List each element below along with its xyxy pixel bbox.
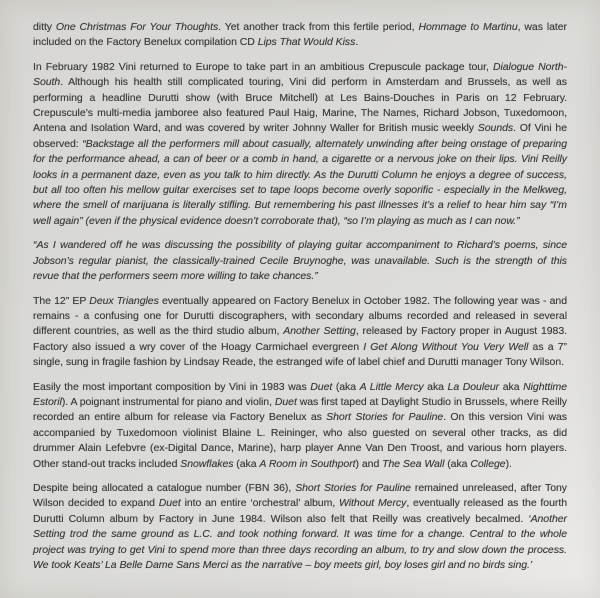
text-run: into an entire ‘orchestral’ album, [180,497,339,510]
italic-text-run: One Christmas For Your Thoughts [55,21,219,33]
paragraph [33,238,567,284]
text-run: aka [423,380,448,393]
text-run: Despite being allocated a catalogue number (FBN 36), [33,481,296,494]
text-run: . Although his health still complicated touring, Vini did perform in Amsterdam and Brussels, as well as performing a headline Durutti show (with Bruce Mitchell) at Les Bains-Douches in Paris on 12 February. Crepuscule’s multi-media jamboree also featured Paul Haig, Marine, The Names, Richard Jobson, Tuxedomoon, Antena and Isolation Ward, and was covered by writer Johnny Waller for British music weekly [33,76,567,135]
text-run: ) and [355,457,383,470]
italic-text-run: Snowflakes [180,457,234,470]
italic-text-run: Dialogue North-South [33,60,567,89]
text-run: ). [505,457,512,470]
text-run: , eventually released as the fourth Durutti Column album by Factory in June 1984. Wilson also felt that Reilly was creatively becalmed. [33,497,567,525]
italic-text-run: “As I wandered off he was discussing the possibility of playing guitar accompaniment to Richard’s poems, since Jobson’s regular pianist, the classically-trained Cecile Bruynoghe, was unavailable. Such is the strength of this revue that the performers seem more willing to take chances.” [33,239,567,283]
italic-text-run: Lips That Would Kiss [257,36,356,49]
text-run: (aka [332,380,360,393]
italic-text-run: ‘Another Setting trod the same ground as L.C. and took nothing forward. It was time for a change. Central to the whole project was trying to get Vini to spend more than three days recording an album, to try and slow down the process. We took Keats’ La Belle Dame Sans Merci as the narrative – boy meets girl, boy loses girl and no birds sing.’ [33,512,567,571]
italic-text-run: A Room in Southport [259,457,356,470]
text-run: . Yet another track from this fertile period, [218,21,419,33]
text-run: eventually appeared on Factory Benelux in October 1982. The following year was - and remains - a confusing one for Durutti discographers, with secondary albums recorded and released in several different countries, as well as the third studio album, [33,294,567,338]
italic-text-run: I Get Along Without You Very Well [363,340,529,353]
italic-text-run: Duet [310,380,333,393]
text-run: , released by Factory proper in August 1983. Factory also issued a wry cover of the Hoagy Carmichael evergreen [33,325,568,353]
text-run: remained unreleased, after Tony Wilson decided to expand [33,481,568,510]
text-run: . [355,36,359,49]
paragraph [33,20,567,51]
italic-text-run: Nighttime Estoril [33,380,567,408]
italic-text-run: Sounds [477,122,514,135]
paragraph [33,380,567,472]
italic-text-run: “Backstage all the performers mill about casually, alternately unwinding after being onstage of preparing for the performance ahead, a can of beer or a comb in hand, a cigarette or a nervous joke on their lips. Vini Reilly looks in a permanent daze, even as you talk to him directly. As the Durutti Column he enjoys a degree of success, but all too often his mellow guitar exercises set to tape loops become overly soporific - especially in the Melkweg, where the smell of marijuana is literally stifling. But remembering his past illnesses it’s a relief to hear him say “I’m well again” (even if the physical evidence doesn’t corroborate that), “so I’m playing as much as I can now.” [33,137,567,227]
text-run: aka [499,380,524,393]
text-run: . Of Vini he observed: [33,122,567,150]
text-run: was first taped at Daylight Studio in Brussels, where Reilly recorded an entire album for release via Factory Benelux as [33,395,567,424]
text-run: ditty [33,21,56,33]
text-run: as a 7” single, sung in fragile fashion by Lindsay Reade, the estranged wife of label chief and Durutti manager Tony Wilson. [33,340,567,369]
italic-text-run: La Douleur [447,380,500,393]
italic-text-run: The Sea Wall [382,457,445,470]
italic-text-run: Short Stories for Pauline [295,481,411,494]
italic-text-run: Hommage to Martinu [418,21,518,33]
italic-text-run: A Little Mercy [359,380,424,393]
text-run: , was later included on the Factory Benelux compilation CD [33,21,567,49]
text-run: The 12” EP [33,294,90,307]
italic-text-run: Short Stories for Pauline [326,411,444,424]
italic-text-run: Deux Triangles [89,294,159,307]
text-run: Easily the most important composition by Vini in 1983 was [33,380,311,393]
paragraph [33,481,567,573]
liner-notes-text [33,20,567,573]
paragraph [33,294,567,371]
italic-text-run: Without Mercy [339,497,407,510]
italic-text-run: Another Setting [283,325,356,338]
text-run: (aka [233,457,260,470]
text-run: ). A poignant instrumental for piano and violin, [61,395,275,408]
text-run: In February 1982 Vini returned to Europe to take part in an ambitious Crepuscule package tour, [33,60,493,73]
paragraph [33,60,567,229]
italic-text-run: Duet [274,395,297,408]
italic-text-run: College [470,457,506,470]
italic-text-run: Duet [158,497,181,510]
text-run: . On this version Vini was accompanied by Tuxedomoon violinist Blaine L. Reininger, who also guested on several other tracks, as did drummer Alain Lefebvre (ex-Digital Dance, Marine), harp player Anne Van Den Troost, and various horn players. Other stand-out tracks included [33,411,568,470]
text-run: (aka [444,457,471,470]
